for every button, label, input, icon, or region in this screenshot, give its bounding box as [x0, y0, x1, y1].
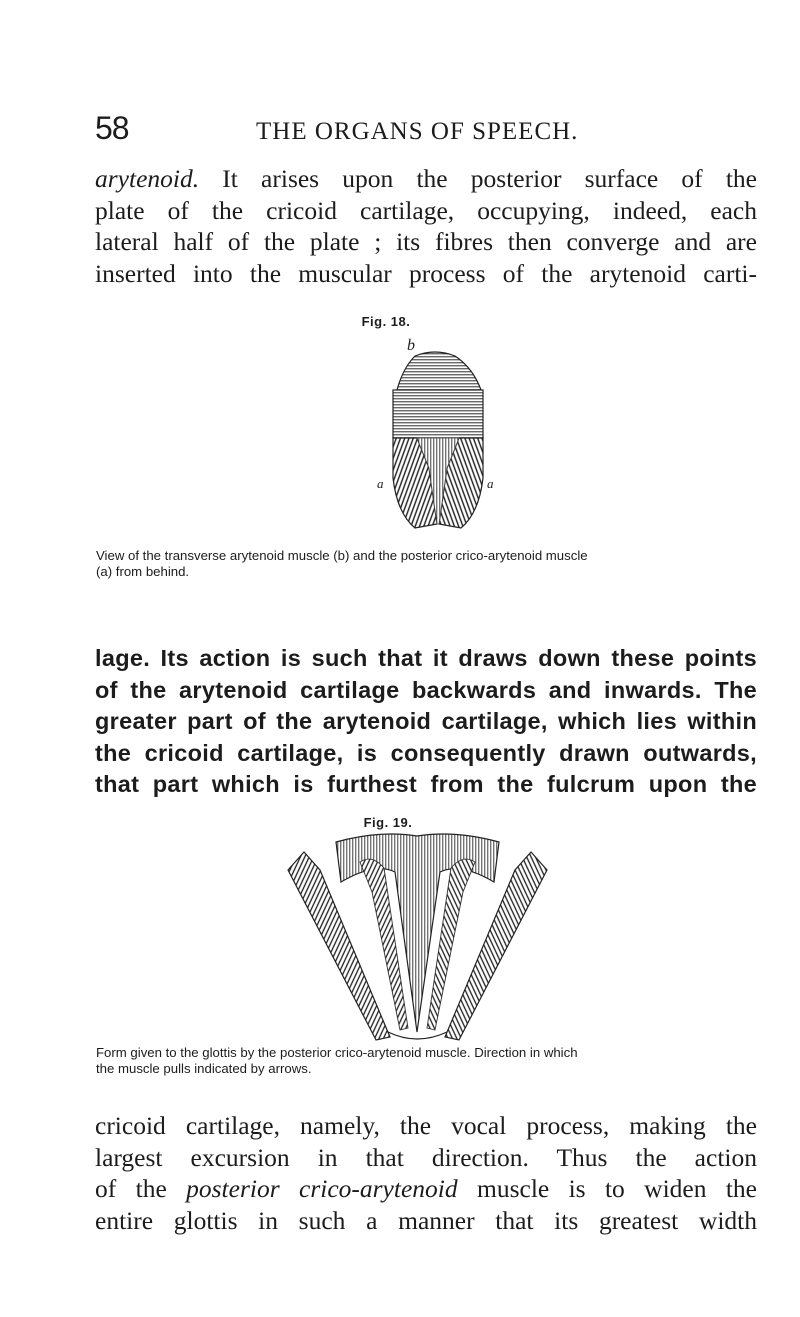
figure-18-label: Fig. 18.	[361, 314, 411, 329]
caption-line: (a) from behind.	[96, 564, 190, 579]
caption-line: View of the transverse arytenoid muscle (b) and the posterior crico-arytenoid muscle	[96, 548, 588, 563]
text-line: lateral half of the plate ; its fibres then converge and are	[95, 227, 757, 256]
text-line: largest excursion in that direction. Thus the action	[95, 1142, 757, 1172]
text-line: cricoid cartilage, namely, the vocal process, making the	[95, 1111, 757, 1140]
page-header	[95, 110, 755, 150]
figure-19-illustration	[280, 832, 555, 1044]
arytenoid-cap-shape	[397, 352, 481, 390]
figure-18-caption	[96, 548, 758, 580]
text-segment: muscle is to widen the	[457, 1174, 757, 1203]
text-line: lage. Its action is such that it draws down these points	[95, 645, 757, 671]
text-line: plate of the cricoid cartilage, occupying, indeed, each	[95, 195, 757, 225]
anterior-commissure	[388, 1032, 447, 1039]
text-line: inserted into the muscular process of the arytenoid carti-	[95, 258, 757, 288]
page-number: 58	[95, 110, 129, 146]
text-line	[95, 163, 757, 195]
paragraph-1	[95, 163, 757, 289]
text-line: that part which is furthest from the fulcrum upon the	[95, 771, 757, 797]
italic-term: posterior crico-arytenoid	[186, 1174, 458, 1203]
label-a-left: a	[377, 476, 384, 491]
text-segment: It arises upon the posterior surface of the	[199, 164, 757, 193]
text-line: greater part of the arytenoid cartilage, which lies within	[95, 708, 757, 734]
figure-19-caption	[96, 1045, 758, 1077]
paragraph-3	[95, 1110, 757, 1236]
running-head: THE ORGANS OF SPEECH.	[256, 118, 579, 145]
transverse-arytenoid-muscle	[393, 390, 483, 438]
text-segment: of the	[95, 1174, 187, 1203]
caption-line: Form given to the glottis by the posterior crico-arytenoid muscle. Direction in which	[96, 1045, 578, 1060]
label-a-right: a	[487, 476, 494, 491]
paragraph-2	[95, 643, 757, 801]
text-line: entire glottis in such a manner that its greatest width	[95, 1205, 757, 1235]
text-line: of the arytenoid cartilage backwards and inwards. The	[95, 676, 757, 703]
text-line	[95, 1173, 757, 1205]
label-b: b	[407, 338, 415, 354]
figure-19-label: Fig. 19.	[363, 815, 413, 830]
figure-18-illustration	[355, 338, 515, 538]
italic-term: arytenoid.	[95, 164, 200, 193]
caption-line: the muscle pulls indicated by arrows.	[96, 1061, 312, 1076]
text-line: the cricoid cartilage, is consequently drawn outwards,	[95, 739, 757, 766]
